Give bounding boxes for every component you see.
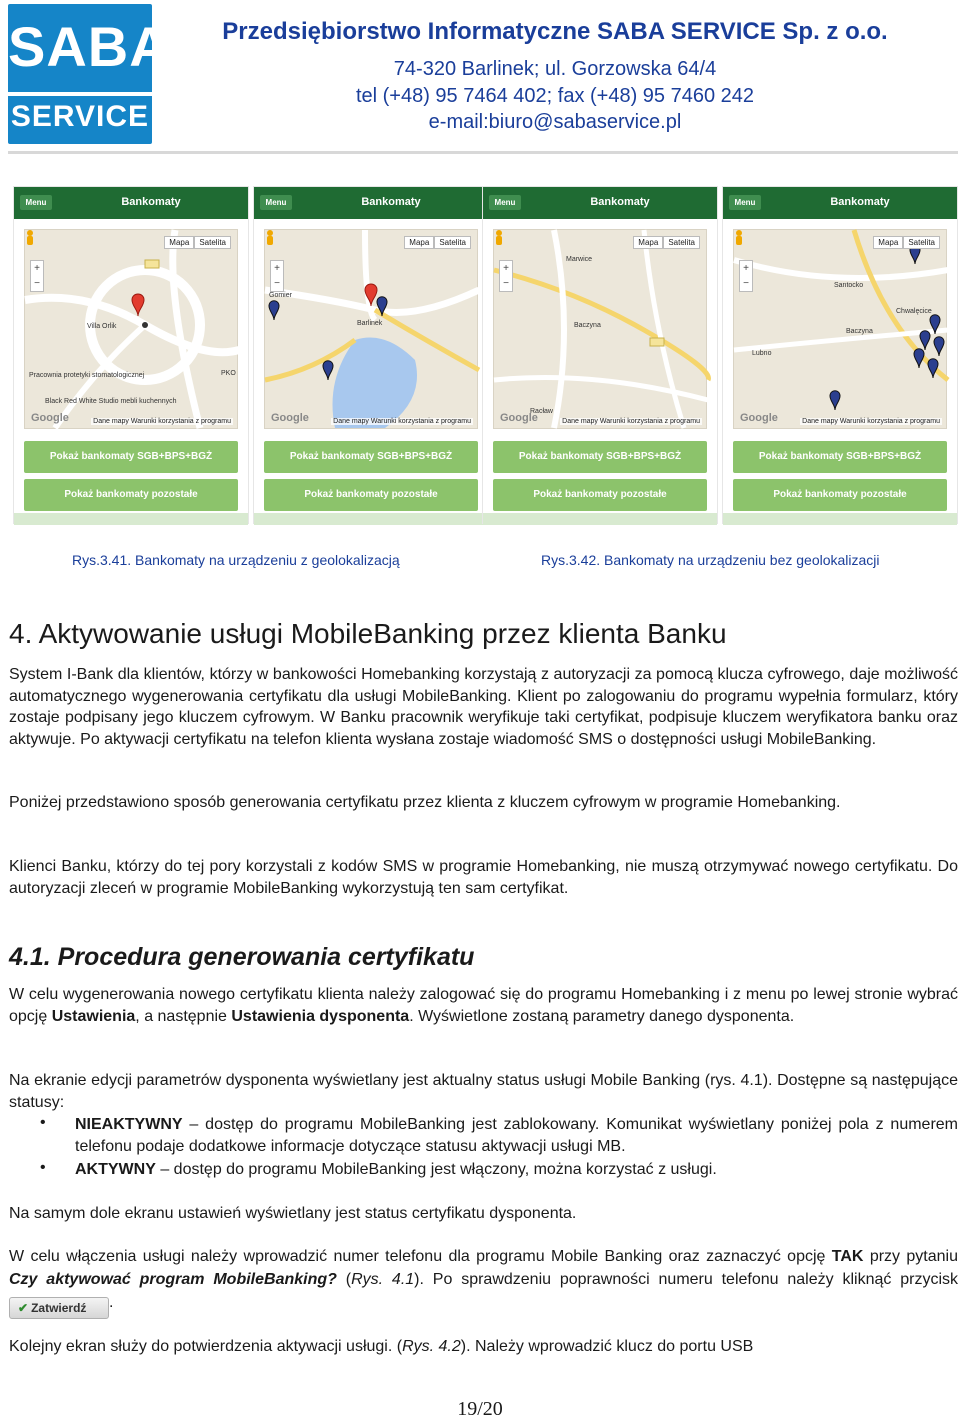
atm-screen-4 [722, 186, 958, 524]
map-type-map[interactable]: Mapa [633, 236, 663, 249]
pegman-icon[interactable] [494, 230, 504, 248]
section-4-paragraph-3: Klienci Banku, którzy do tej pory korzystali z kodów SMS w programie Homebanking, nie muszą otrzymywać nowego certyfikatu. Do autoryzacji zleceń w programie MobileBanking wykorzystują ten sam certyfikat. [9, 858, 958, 897]
map-view[interactable] [493, 229, 707, 429]
screen-footer [723, 513, 957, 525]
menu-button[interactable]: Menu [20, 195, 52, 210]
show-sgb-atms-button[interactable]: Pokaż bankomaty SGB+BPS+BGŻ [493, 441, 707, 473]
map-label: Lubno [752, 350, 772, 357]
status-inactive-text: – dostęp do programu MobileBanking jest zablokowany. Komunikat wyświetlany poniżej pola z numerem telefonu podaje dodatkowe informacje dotyczące statusu aktywacji usługi MB. [75, 1116, 958, 1155]
zoom-control[interactable]: + − [739, 260, 753, 292]
screen-footer [483, 513, 717, 525]
figure-ref: Rys. 4.1 [351, 1271, 415, 1288]
map-type-toggle[interactable] [873, 236, 940, 249]
map-view[interactable] [733, 229, 947, 429]
section-4-1-paragraph-4 [9, 1245, 958, 1319]
screen-title: Bankomaty [121, 196, 181, 208]
screen-footer [14, 513, 248, 525]
check-icon: ✔ [18, 1301, 29, 1315]
figure-caption-3-42: Rys.3.42. Bankomaty na urządzeniu bez geolokalizacji [541, 552, 880, 568]
google-logo: Google [31, 412, 69, 424]
figure-caption-3-41: Rys.3.41. Bankomaty na urządzeniu z geolokalizacją [72, 552, 400, 568]
show-other-atms-button[interactable]: Pokaż bankomaty pozostałe [264, 479, 478, 511]
text: , a następnie [135, 1007, 232, 1025]
status-inactive-label: NIEAKTYWNY [75, 1116, 183, 1133]
map-roads [494, 230, 708, 428]
text: ). Należy wprowadzić klucz do portu USB [460, 1338, 754, 1355]
zoom-control[interactable]: + − [30, 260, 44, 292]
page-number: 19/20 [457, 1398, 503, 1420]
status-active-label: AKTYWNY [75, 1161, 156, 1178]
text: . Wyświetlone zostaną parametry danego dysponenta. [409, 1007, 795, 1025]
text: ( [336, 1271, 352, 1288]
text: . [109, 1294, 114, 1311]
map-view[interactable] [24, 229, 238, 429]
activation-question: Czy aktywować program MobileBanking? [9, 1271, 337, 1288]
company-address: 74-320 Barlinek; ul. Gorzowska 64/4 [393, 58, 717, 80]
map-type-satellite[interactable]: Satelita [194, 236, 231, 249]
map-label: Baczyna [574, 322, 601, 329]
map-type-satellite[interactable]: Satelita [903, 236, 940, 249]
logo-saba-text: SABA [8, 15, 171, 78]
app-bar [723, 187, 957, 219]
map-attribution[interactable]: Dane mapy Warunki korzystania z programu [562, 418, 700, 425]
bullet-icon: • [40, 1114, 46, 1131]
map-label: Santocko [834, 282, 864, 289]
confirm-button[interactable] [9, 1297, 109, 1319]
map-attribution[interactable]: Dane mapy Warunki korzystania z programu [333, 418, 471, 425]
google-logo: Google [271, 412, 309, 424]
status-active-text: – dostęp do programu MobileBanking jest włączony, można korzystać z usługi. [155, 1161, 717, 1178]
map-type-map[interactable]: Mapa [873, 236, 903, 249]
map-type-toggle[interactable] [633, 236, 700, 249]
yes-option: TAK [831, 1248, 864, 1265]
atm-screen-1 [13, 186, 249, 524]
saba-service-logo [8, 4, 171, 144]
map-label: Chwalęcice [896, 308, 932, 315]
text: ). Po sprawdzeniu poprawności numeru telefonu należy kliknąć przycisk [414, 1271, 959, 1288]
app-bar [14, 187, 248, 219]
status-inactive-item [75, 1114, 958, 1157]
map-label: PKO [221, 370, 236, 377]
map-label: Pracownia protetyki stomatologicznej [29, 372, 145, 379]
show-other-atms-button[interactable]: Pokaż bankomaty pozostałe [24, 479, 238, 511]
app-bar [483, 187, 717, 219]
settings-option: Ustawienia [51, 1007, 136, 1025]
map-attribution[interactable]: Dane mapy Warunki korzystania z programu [802, 418, 940, 425]
map-type-toggle[interactable] [404, 236, 471, 249]
zoom-control[interactable]: + − [499, 260, 513, 292]
map-attribution[interactable]: Dane mapy Warunki korzystania z programu [93, 418, 231, 425]
show-sgb-atms-button[interactable]: Pokaż bankomaty SGB+BPS+BGŻ [733, 441, 947, 473]
company-name: Przedsiębiorstwo Informatyczne SABA SERVICE Sp. z o.o. [222, 18, 888, 45]
map-type-satellite[interactable]: Satelita [663, 236, 700, 249]
figure-ref: Rys. 4.2 [402, 1338, 461, 1355]
map-type-map[interactable]: Mapa [404, 236, 434, 249]
text: Kolejny ekran służy do potwierdzenia aktywacji usługi. ( [9, 1338, 403, 1355]
pegman-icon[interactable] [734, 230, 744, 248]
map-label: Baczyna [846, 328, 873, 335]
company-email: e-mail:biuro@sabaservice.pl [428, 111, 682, 133]
text: W celu włączenia usługi należy wprowadzić numer telefonu dla programu Mobile Banking oraz zaznaczyć opcję [9, 1248, 832, 1265]
map-label: Barlinek [357, 320, 383, 327]
section-4-heading: 4. Aktywowanie usługi MobileBanking przez klienta Banku [9, 618, 727, 649]
screen-footer [254, 513, 488, 525]
map-label: Villa Orlik [87, 323, 117, 330]
logo-service-text: SERVICE [10, 100, 150, 133]
section-4-1-paragraph-2: Na ekranie edycji parametrów dysponenta wyświetlany jest aktualny status usługi Mobile Banking (rys. 4.1). Dostępne są następujące statusy: [9, 1072, 958, 1111]
google-logo: Google [740, 412, 778, 424]
atm-screen-3 [482, 186, 718, 524]
text: W celu wygenerowania nowego certyfikatu klienta należy zalogować się do programu Homebanking i z menu po lewej stronie wybrać opcję [9, 986, 958, 1025]
map-view[interactable] [264, 229, 478, 429]
screen-title: Bankomaty [830, 196, 890, 208]
menu-button[interactable]: Menu [489, 195, 521, 210]
menu-button[interactable]: Menu [260, 195, 292, 210]
screen-title: Bankomaty [361, 196, 421, 208]
section-4-1-paragraph-3: Na samym dole ekranu ustawień wyświetlany jest status certyfikatu dysponenta. [9, 1205, 577, 1222]
map-type-map[interactable]: Mapa [164, 236, 194, 249]
menu-button[interactable]: Menu [729, 195, 761, 210]
section-4-paragraph-2: Poniżej przedstawiono sposób generowania certyfikatu przez klienta z kluczem cyfrowym w programie Homebanking. [9, 794, 841, 811]
show-other-atms-button[interactable]: Pokaż bankomaty pozostałe [733, 479, 947, 511]
confirm-button-label: Zatwierdź [31, 1301, 87, 1315]
header-divider [8, 151, 958, 154]
section-4-paragraph-1: System I-Bank dla klientów, którzy w bankowości Homebanking korzystają z autoryzacji za pomocą klucza cyfrowego, daje możliwość automatycznego wygenerowania certyfikatu dla usługi MobileBanking. Klient po zalogowaniu do programu wypełnia formularz, który zostaje podpisany jego kluczem cyfrowym. W Banku pracownik weryfikuje taki certyfikat, podpisuje kluczem weryfikatora banku oraz aktywuje. Po aktywacji certyfikatu na telefon klienta wysłana zostaje wiadomość SMS o dostępności usługi MobileBanking. [9, 666, 958, 748]
section-4-1-heading: 4.1. Procedura generowania certyfikatu [9, 943, 475, 971]
company-phone: tel (+48) 95 7464 402; fax (+48) 95 7460 242 [355, 85, 755, 107]
map-label: Racław [530, 408, 553, 415]
map-type-satellite[interactable]: Satelita [434, 236, 471, 249]
status-active-item [75, 1159, 958, 1181]
show-other-atms-button[interactable]: Pokaż bankomaty pozostałe [493, 479, 707, 511]
pegman-icon[interactable] [25, 230, 35, 248]
bullet-icon: • [40, 1159, 46, 1176]
section-4-1-paragraph-1 [9, 984, 958, 1027]
map-roads [265, 230, 479, 428]
show-sgb-atms-button[interactable]: Pokaż bankomaty SGB+BPS+BGŻ [264, 441, 478, 473]
pegman-icon[interactable] [265, 230, 275, 248]
logo-stripe [8, 92, 152, 96]
map-label: Gomier [269, 292, 292, 299]
atm-screen-2 [253, 186, 489, 524]
text: przy pytaniu [863, 1248, 958, 1265]
google-logo: Google [500, 412, 538, 424]
map-roads [734, 230, 948, 428]
map-label: Marwice [566, 256, 593, 263]
zoom-control[interactable]: + − [270, 260, 284, 292]
app-bar [254, 187, 488, 219]
show-sgb-atms-button[interactable]: Pokaż bankomaty SGB+BPS+BGŻ [24, 441, 238, 473]
map-label: Black Red White Studio mebli kuchennych [45, 398, 177, 405]
section-4-1-paragraph-5 [9, 1336, 958, 1358]
screen-title: Bankomaty [590, 196, 650, 208]
map-type-toggle[interactable] [164, 236, 231, 249]
account-holder-settings-option: Ustawienia dysponenta [231, 1007, 410, 1025]
